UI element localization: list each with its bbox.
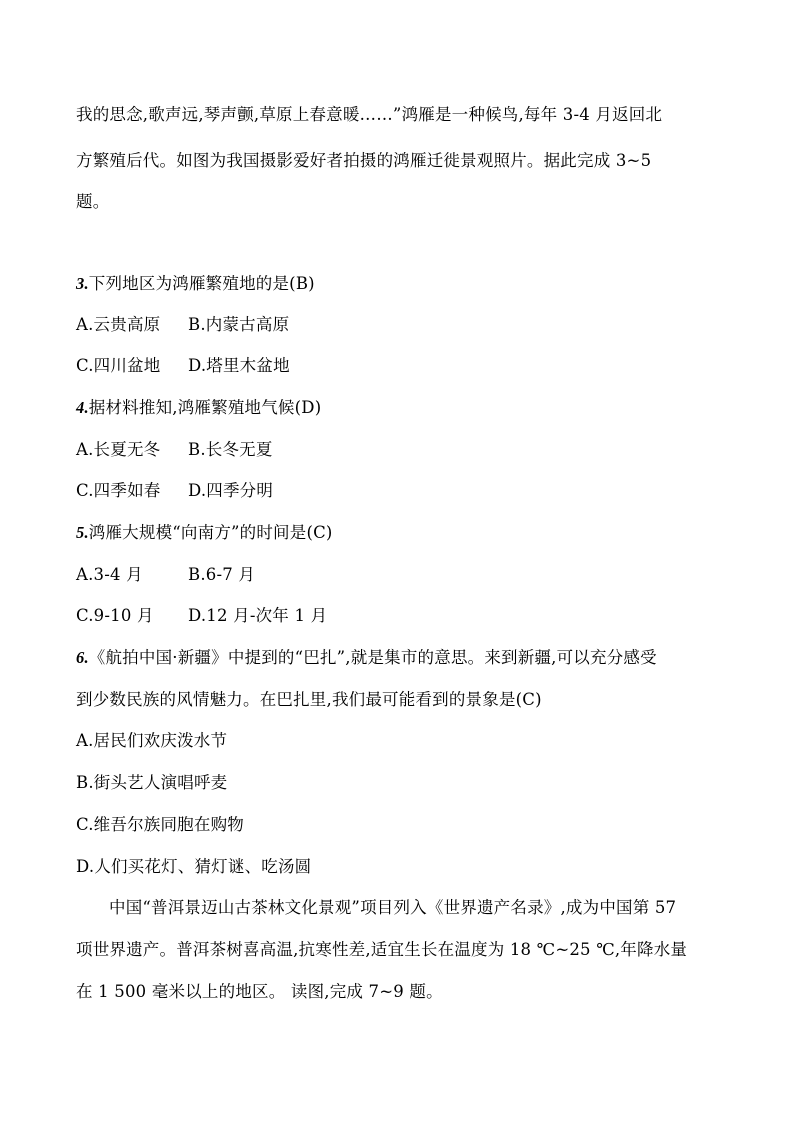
question-5-options-row-2 bbox=[76, 605, 327, 627]
intro-line-2: 方繁殖后代。如图为我国摄影爱好者拍摄的鸿雁迁徙景观照片。据此完成 3~5 bbox=[76, 151, 652, 170]
question-3-text: 下列地区为鸿雁繁殖地的是(B) bbox=[88, 274, 315, 293]
question-5-option-d: D.12 月-次年 1 月 bbox=[188, 606, 328, 625]
intro-line-3: 题。 bbox=[76, 192, 110, 211]
question-3-options-row-2 bbox=[76, 355, 290, 377]
question-5-option-b: B.6-7 月 bbox=[188, 565, 256, 584]
question-4-text: 据材料推知,鸿雁繁殖地气候(D) bbox=[88, 398, 322, 417]
question-6-stem-line-2: 到少数民族的风情魅力。在巴扎里,我们最可能看到的景象是(C) bbox=[76, 690, 542, 709]
passage-2-line-3: 在 1 500 毫米以上的地区。 读图,完成 7~9 题。 bbox=[76, 982, 443, 1001]
question-6-text-1: 《航拍中国·新疆》中提到的“巴扎”,就是集市的意思。来到新疆,可以充分感受 bbox=[88, 648, 657, 667]
question-5-options-row-1 bbox=[76, 564, 255, 586]
question-4-option-c: C.四季如春 bbox=[76, 481, 161, 500]
question-4-options-row-1 bbox=[76, 439, 273, 461]
question-4-options-row-2 bbox=[76, 480, 273, 502]
question-4-option-b: B.长冬无夏 bbox=[188, 440, 273, 459]
question-4-option-a: A.长夏无冬 bbox=[76, 440, 161, 459]
passage-2-line-1: 中国“普洱景迈山古茶林文化景观”项目列入《世界遗产名录》,成为中国第 57 bbox=[109, 898, 677, 917]
question-4-stem bbox=[76, 397, 321, 419]
question-3-option-b: B.内蒙古高原 bbox=[188, 315, 290, 334]
question-5-stem bbox=[76, 522, 333, 544]
question-3-option-c: C.四川盆地 bbox=[76, 356, 161, 375]
question-6-option-a: A.居民们欢庆泼水节 bbox=[76, 731, 228, 750]
question-6-number: 6. bbox=[76, 648, 89, 667]
question-6-option-d: D.人们买花灯、猜灯谜、吃汤圆 bbox=[76, 857, 312, 876]
question-6-option-c: C.维吾尔族同胞在购物 bbox=[76, 815, 244, 834]
question-3-options-row-1 bbox=[76, 314, 289, 336]
question-6-option-b: B.街头艺人演唱呼麦 bbox=[76, 773, 228, 792]
question-3-stem bbox=[76, 273, 315, 295]
question-5-option-c: C.9-10 月 bbox=[76, 606, 154, 625]
passage-2-line-2: 项世界遗产。普洱茶树喜高温,抗寒性差,适宜生长在温度为 18 ℃~25 ℃,年降水量 bbox=[76, 940, 688, 959]
question-3-number: 3. bbox=[76, 274, 89, 293]
question-5-number: 5. bbox=[76, 523, 89, 542]
question-3-option-d: D.塔里木盆地 bbox=[188, 356, 290, 375]
question-4-number: 4. bbox=[76, 398, 89, 417]
question-3-option-a: A.云贵高原 bbox=[76, 315, 161, 334]
question-4-option-d: D.四季分明 bbox=[188, 481, 274, 500]
question-5-option-a: A.3-4 月 bbox=[76, 565, 143, 584]
intro-line-1: 我的思念,歌声远,琴声颤,草原上春意暖……”鸿雁是一种候鸟,每年 3-4 月返回北 bbox=[76, 105, 663, 124]
question-6-stem-line-1 bbox=[76, 647, 657, 669]
question-5-text: 鸿雁大规模“向南方”的时间是(C) bbox=[88, 523, 333, 542]
